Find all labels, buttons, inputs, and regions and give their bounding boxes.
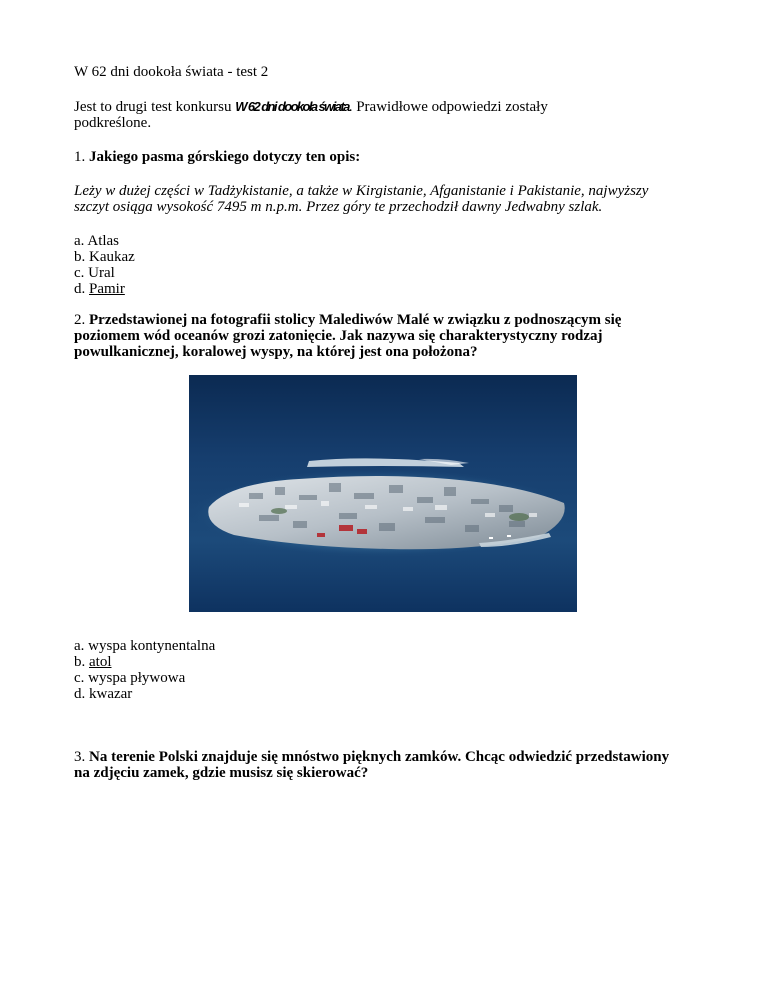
answer-option — [74, 686, 714, 702]
description-line: Leży w dużej części w Tadżykistanie, a także w Kirgistanie, Afganistanie i Pakistanie, najwyższy — [74, 183, 649, 199]
answer-option — [74, 249, 714, 265]
answer-letter: a. — [74, 233, 85, 249]
document-page — [74, 64, 714, 799]
answer-option — [74, 265, 714, 281]
answer-option — [74, 670, 714, 686]
question-text: poziomem wód oceanów grozi zatonięcie. Jak nazywa się charakterystyczny rodzaj — [74, 328, 603, 344]
answer-letter: a. — [74, 638, 85, 654]
intro-text-line2: podkreślone. — [74, 115, 152, 131]
male-atoll-photo — [189, 375, 577, 612]
question-2 — [74, 312, 714, 360]
intro-text-end: . Prawidłowe odpowiedzi zostały — [348, 99, 548, 115]
question-2-answers — [74, 638, 714, 702]
answer-text-correct: Pamir — [89, 281, 125, 297]
answer-text: wyspa pływowa — [88, 670, 186, 686]
contest-name: W 62 dni dookoła świata — [235, 99, 349, 114]
answer-text: Kaukaz — [89, 249, 135, 265]
answer-text: kwazar — [89, 686, 133, 702]
answer-option — [74, 281, 714, 297]
intro-paragraph — [74, 99, 714, 131]
answer-text: wyspa kontynentalna — [88, 638, 216, 654]
intro-text-start: Jest to drugi test konkursu — [74, 99, 236, 115]
answer-option — [74, 638, 714, 654]
question-text: Przedstawionej na fotografii stolicy Malediwów Malé w związku z podnoszącym się — [89, 312, 622, 328]
answer-option — [74, 654, 714, 670]
question-1 — [74, 149, 714, 165]
question-text: powulkanicznej, koralowej wyspy, na której jest ona położona? — [74, 344, 478, 360]
answer-option — [74, 233, 714, 249]
question-number: 2. — [74, 312, 86, 328]
answer-letter: d. — [74, 281, 86, 297]
answer-text: Atlas — [87, 233, 120, 249]
answer-letter: c. — [74, 670, 85, 686]
question-number: 3. — [74, 749, 86, 765]
answer-letter: b. — [74, 654, 86, 670]
question-1-description — [74, 183, 714, 215]
question-text: na zdjęciu zamek, gdzie musisz się skierować? — [74, 765, 369, 781]
answer-text: Ural — [88, 265, 115, 281]
question-number: 1. — [74, 149, 86, 165]
answer-letter: d. — [74, 686, 86, 702]
answer-letter: c. — [74, 265, 85, 281]
description-line: szczyt osiąga wysokość 7495 m n.p.m. Przez góry te przechodził dawny Jedwabny szlak. — [74, 199, 603, 215]
question-1-answers — [74, 233, 714, 297]
question-3 — [74, 749, 714, 781]
answer-text-correct: atol — [89, 654, 112, 670]
question-text: Na terenie Polski znajduje się mnóstwo pięknych zamków. Chcąc odwiedzić przedstawiony — [89, 749, 670, 765]
answer-letter: b. — [74, 249, 86, 265]
document-title: W 62 dni dookoła świata - test 2 — [74, 64, 269, 80]
question-text: Jakiego pasma górskiego dotyczy ten opis: — [89, 149, 361, 165]
